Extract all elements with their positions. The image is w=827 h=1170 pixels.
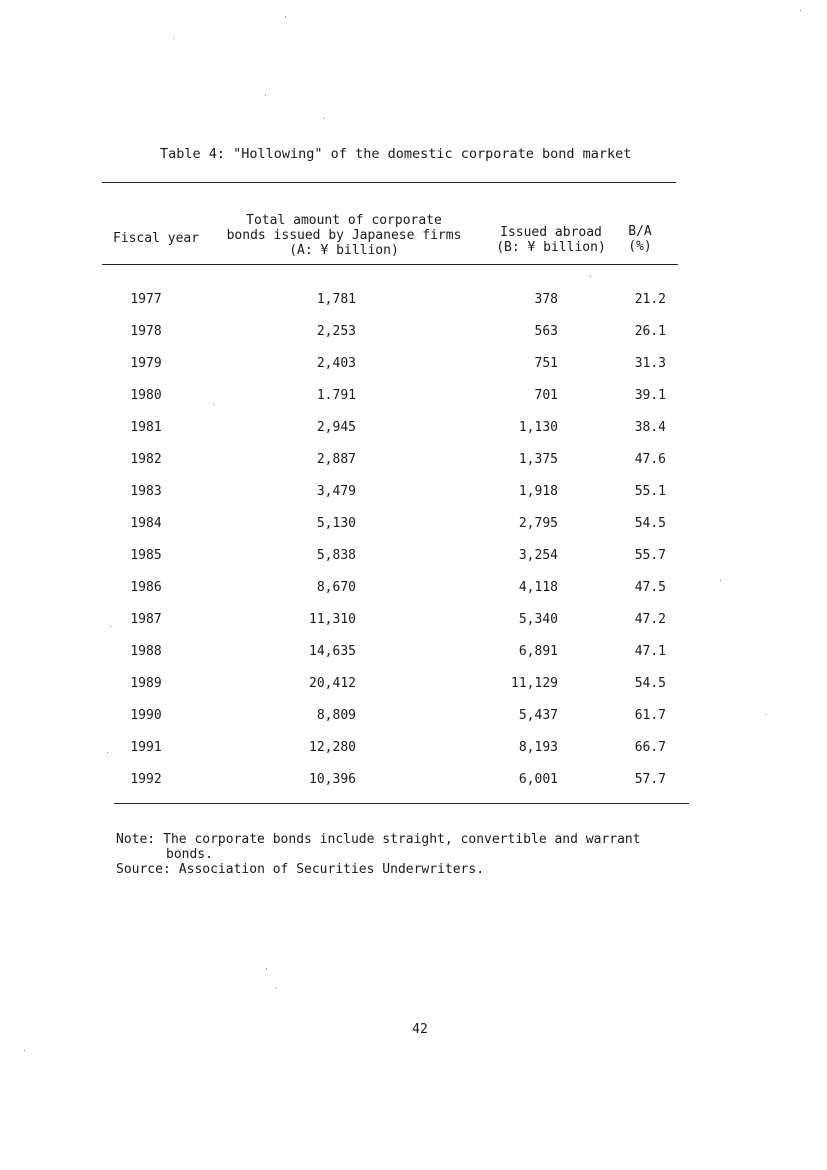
fiscal-year-cell: 1988: [130, 644, 162, 659]
total-amount-cell: 11,310: [309, 612, 356, 627]
column-header-issued-abroad: [486, 225, 616, 255]
table-row: [0, 452, 827, 472]
issued-abroad-cell: 4,118: [518, 580, 558, 595]
total-amount-cell: 1.791: [316, 388, 356, 403]
total-amount-cell: 8,809: [316, 708, 356, 723]
issued-abroad-cell: 8,193: [518, 740, 558, 755]
table-row: [0, 548, 827, 568]
header-line: (B: ¥ billion): [496, 240, 606, 255]
scan-speck: [24, 1050, 25, 1051]
issued-abroad-cell: 563: [534, 324, 558, 339]
ratio-cell: 31.3: [634, 356, 666, 371]
ratio-cell: 47.6: [634, 452, 666, 467]
page-number: 42: [412, 1022, 428, 1037]
total-amount-cell: 10,396: [309, 772, 356, 787]
table-row: [0, 356, 827, 376]
issued-abroad-cell: 6,001: [518, 772, 558, 787]
total-amount-cell: 1,781: [316, 292, 356, 307]
issued-abroad-cell: 6,891: [518, 644, 558, 659]
total-amount-cell: 12,280: [309, 740, 356, 755]
total-amount-cell: 14,635: [309, 644, 356, 659]
note-continuation: bonds.: [166, 847, 213, 862]
table-row: [0, 324, 827, 344]
scan-speck: [266, 968, 267, 969]
header-line: bonds issued by Japanese firms: [226, 228, 462, 243]
note-line: [116, 832, 696, 847]
table-row: [0, 484, 827, 504]
fiscal-year-cell: 1978: [130, 324, 162, 339]
issued-abroad-cell: 701: [534, 388, 558, 403]
scan-speck: [265, 95, 266, 96]
ratio-cell: 38.4: [634, 420, 666, 435]
fiscal-year-cell: 1991: [130, 740, 162, 755]
total-amount-cell: 2,403: [316, 356, 356, 371]
issued-abroad-cell: 3,254: [518, 548, 558, 563]
scan-speck: [323, 118, 324, 119]
total-amount-cell: 2,887: [316, 452, 356, 467]
total-amount-cell: 2,253: [316, 324, 356, 339]
table-notes: [116, 832, 696, 877]
ratio-cell: 47.5: [634, 580, 666, 595]
table-row: [0, 292, 827, 312]
header-line: Fiscal year: [112, 231, 200, 246]
fiscal-year-cell: 1992: [130, 772, 162, 787]
table-row: [0, 772, 827, 792]
total-amount-cell: 20,412: [309, 676, 356, 691]
ratio-cell: 55.1: [634, 484, 666, 499]
fiscal-year-cell: 1977: [130, 292, 162, 307]
fiscal-year-cell: 1984: [130, 516, 162, 531]
ratio-cell: 26.1: [634, 324, 666, 339]
ratio-cell: 47.2: [634, 612, 666, 627]
table-row: [0, 644, 827, 664]
issued-abroad-cell: 1,130: [518, 420, 558, 435]
table-bottom-rule: [114, 803, 689, 804]
ratio-cell: 66.7: [634, 740, 666, 755]
fiscal-year-cell: 1983: [130, 484, 162, 499]
issued-abroad-cell: 378: [534, 292, 558, 307]
table-row: [0, 388, 827, 408]
column-header-ratio: [620, 224, 660, 254]
header-line: Total amount of corporate: [246, 213, 442, 228]
table-row: [0, 676, 827, 696]
fiscal-year-cell: 1985: [130, 548, 162, 563]
table-row: [0, 420, 827, 440]
ratio-cell: 39.1: [634, 388, 666, 403]
issued-abroad-cell: 751: [534, 356, 558, 371]
total-amount-cell: 3,479: [316, 484, 356, 499]
column-header-fiscal-year: [104, 231, 208, 246]
issued-abroad-cell: 1,918: [518, 484, 558, 499]
header-line: Issued abroad: [500, 225, 602, 240]
fiscal-year-cell: 1990: [130, 708, 162, 723]
fiscal-year-cell: 1989: [130, 676, 162, 691]
source-text: Association of Securities Underwriters.: [178, 862, 485, 877]
ratio-cell: 54.5: [634, 516, 666, 531]
fiscal-year-cell: 1981: [130, 420, 162, 435]
table-top-rule: [102, 182, 676, 183]
column-header-total-amount: [212, 213, 476, 258]
scan-speck: [800, 10, 801, 11]
table-row: [0, 516, 827, 536]
table-row: [0, 612, 827, 632]
source-label: Source:: [116, 862, 171, 877]
scan-speck: [285, 16, 286, 17]
header-line: (A: ¥ billion): [289, 243, 399, 258]
total-amount-cell: 2,945: [316, 420, 356, 435]
issued-abroad-cell: 11,129: [511, 676, 558, 691]
issued-abroad-cell: 1,375: [518, 452, 558, 467]
scan-speck: [590, 276, 591, 277]
table-row: [0, 708, 827, 728]
fiscal-year-cell: 1979: [130, 356, 162, 371]
fiscal-year-cell: 1982: [130, 452, 162, 467]
table-header-rule: [102, 264, 678, 265]
ratio-cell: 57.7: [634, 772, 666, 787]
header-line: (%): [628, 239, 652, 254]
fiscal-year-cell: 1987: [130, 612, 162, 627]
ratio-cell: 21.2: [634, 292, 666, 307]
scan-speck: [173, 38, 174, 39]
ratio-cell: 55.7: [634, 548, 666, 563]
total-amount-cell: 8,670: [316, 580, 356, 595]
ratio-cell: 47.1: [634, 644, 666, 659]
total-amount-cell: 5,130: [316, 516, 356, 531]
ratio-cell: 61.7: [634, 708, 666, 723]
table-title: Table 4: "Hollowing" of the domestic corporate bond market: [160, 146, 632, 162]
fiscal-year-cell: 1986: [130, 580, 162, 595]
scan-speck: [276, 987, 277, 988]
note-label: Note:: [116, 832, 156, 847]
ratio-cell: 54.5: [634, 676, 666, 691]
source-line: [116, 862, 696, 877]
note-text: The corporate bonds include straight, convertible and warrant: [163, 832, 641, 847]
issued-abroad-cell: 5,437: [518, 708, 558, 723]
fiscal-year-cell: 1980: [130, 388, 162, 403]
total-amount-cell: 5,838: [316, 548, 356, 563]
table-row: [0, 580, 827, 600]
issued-abroad-cell: 5,340: [518, 612, 558, 627]
header-line: B/A: [628, 224, 652, 239]
table-row: [0, 740, 827, 760]
issued-abroad-cell: 2,795: [518, 516, 558, 531]
